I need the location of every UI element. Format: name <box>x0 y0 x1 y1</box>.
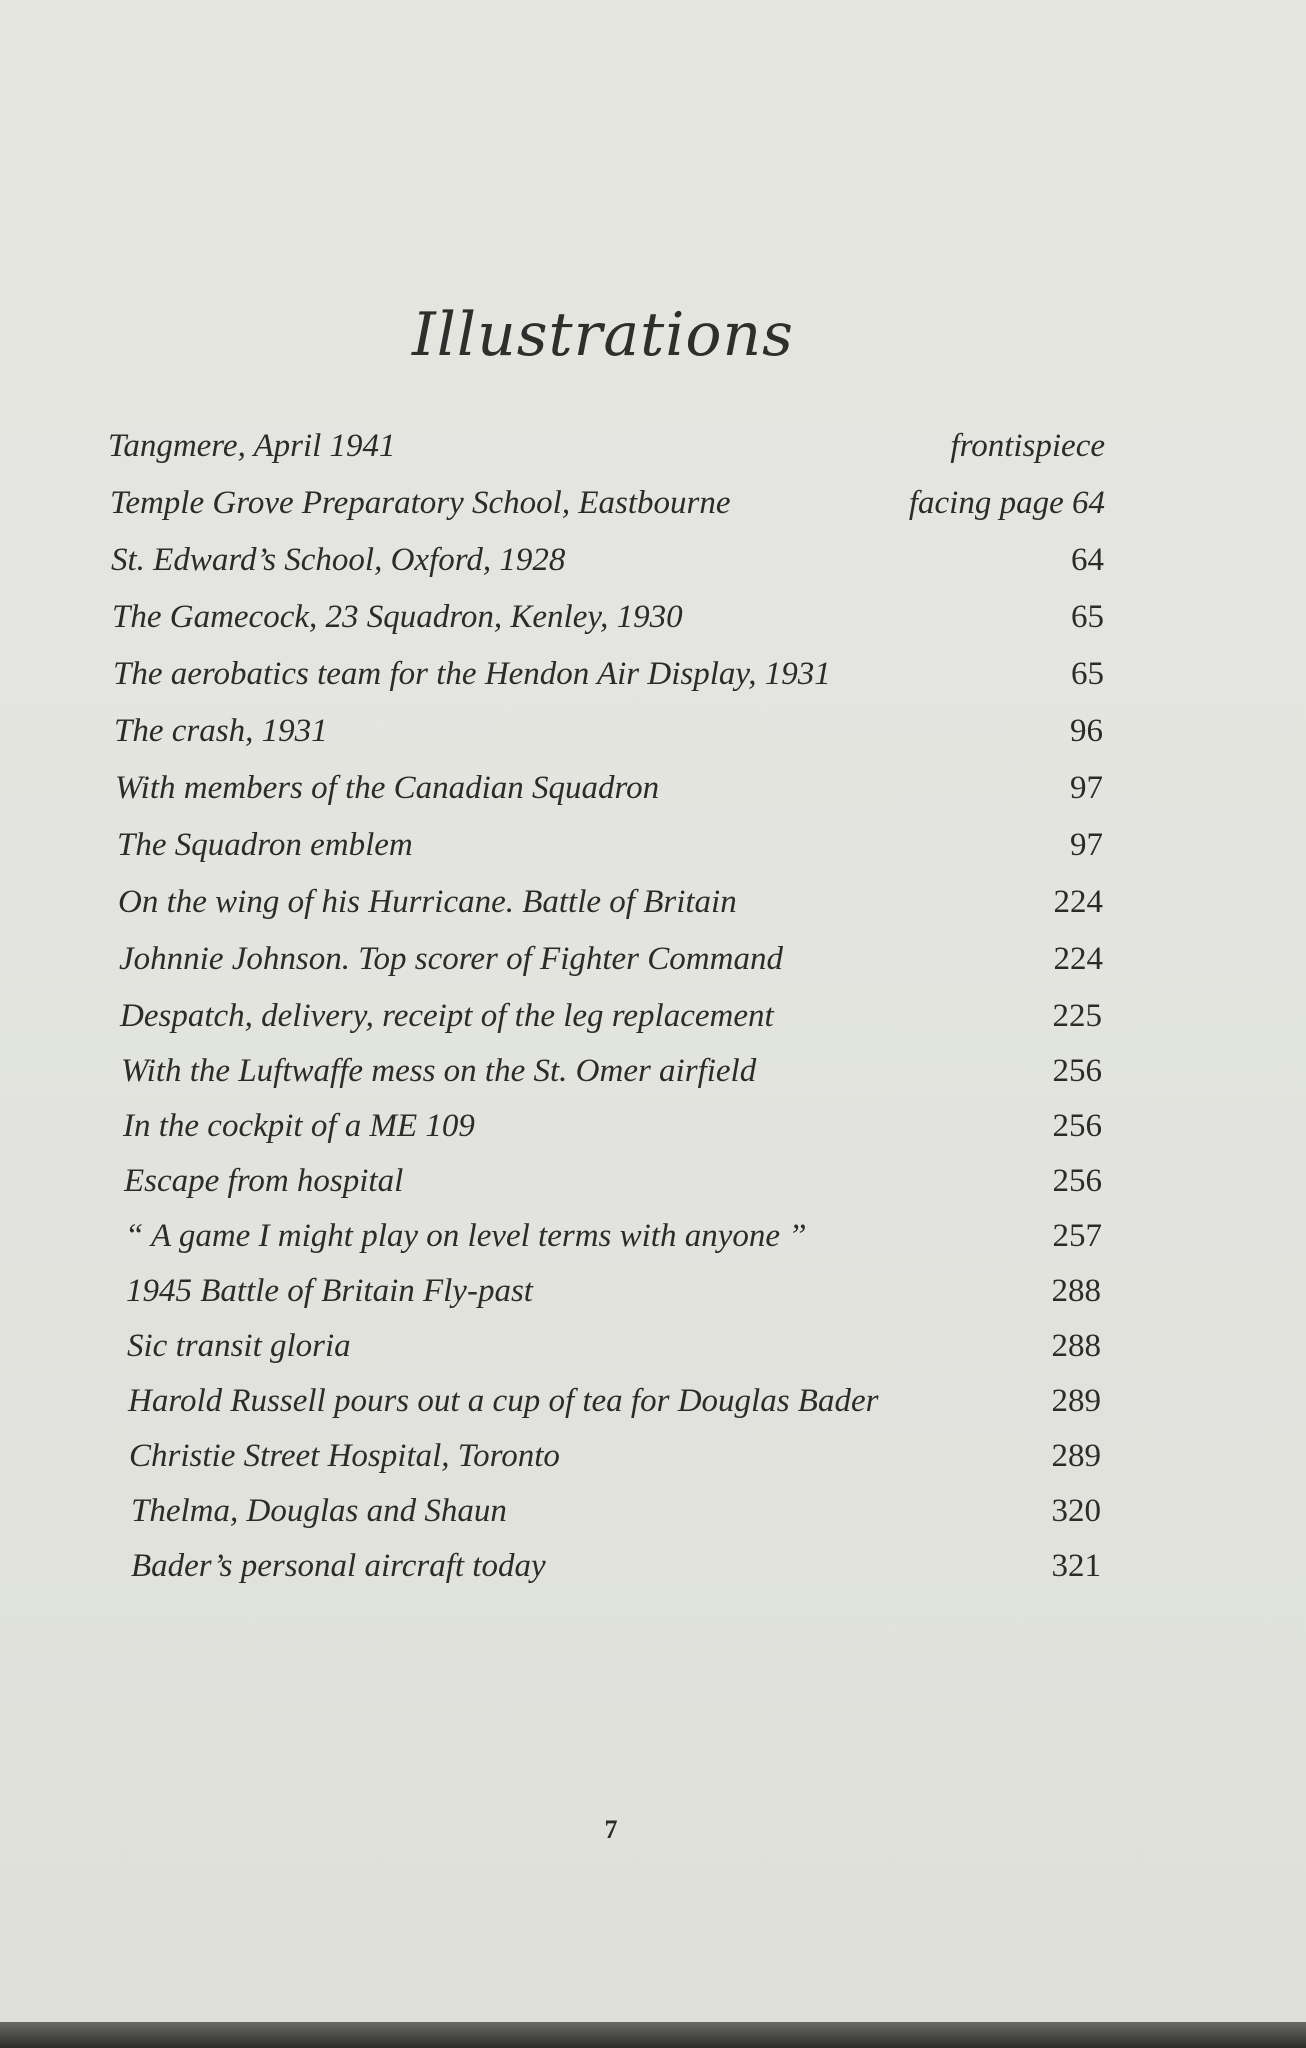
entry-caption: With members of the Canadian Squadron <box>115 770 660 806</box>
entry-caption: 1945 Battle of Britain Fly-past <box>126 1273 533 1309</box>
entry-page: 97 <box>1070 770 1103 806</box>
page-number: 7 <box>604 1815 618 1844</box>
list-item <box>115 770 1103 820</box>
entry-caption: In the cockpit of a ME 109 <box>123 1108 475 1144</box>
entry-caption: Johnnie Johnson. Top scorer of Fighter Command <box>119 941 783 977</box>
entry-caption: Escape from hospital <box>124 1163 404 1199</box>
page-edge-shadow <box>0 2022 1306 2048</box>
entry-page: facing page 64 <box>908 485 1105 521</box>
entry-caption: Sic transit gloria <box>127 1328 351 1364</box>
entry-caption: Christie Street Hospital, Toronto <box>129 1438 560 1474</box>
entry-caption: Thelma, Douglas and Shaun <box>131 1493 507 1529</box>
entry-page: 224 <box>1053 884 1103 920</box>
entry-page: 65 <box>1071 656 1104 692</box>
entry-page: 289 <box>1051 1438 1101 1474</box>
list-item <box>124 1163 1102 1213</box>
entry-caption: “ A game I might play on level terms with anyone ” <box>125 1218 807 1254</box>
entry-page: 320 <box>1051 1493 1101 1529</box>
entry-caption: Tangmere, April 1941 <box>108 428 396 464</box>
entry-page: 256 <box>1052 1163 1102 1199</box>
list-item <box>126 1273 1101 1323</box>
entry-caption: With the Luftwaffe mess on the St. Omer airfield <box>121 1053 757 1089</box>
entry-caption: Temple Grove Preparatory School, Eastbourne <box>110 485 731 521</box>
entry-caption: On the wing of his Hurricane. Battle of Britain <box>118 884 737 920</box>
entry-caption: St. Edward’s School, Oxford, 1928 <box>111 542 566 578</box>
list-item <box>129 1438 1101 1488</box>
list-item <box>118 884 1103 934</box>
entry-caption: The aerobatics team for the Hendon Air Display, 1931 <box>113 656 831 692</box>
entry-page: 96 <box>1070 713 1103 749</box>
entry-page: 225 <box>1052 998 1102 1034</box>
entry-page: 224 <box>1053 941 1103 977</box>
list-item <box>125 1218 1102 1268</box>
list-item <box>123 1108 1102 1158</box>
entry-caption: The Squadron emblem <box>117 827 413 863</box>
list-item <box>120 998 1102 1048</box>
entry-page: frontispiece <box>950 428 1105 464</box>
entry-caption: Bader’s personal aircraft today <box>131 1548 546 1584</box>
list-item <box>110 485 1105 535</box>
entry-page: 65 <box>1071 599 1104 635</box>
list-item <box>108 428 1105 478</box>
entry-caption: The Gamecock, 23 Squadron, Kenley, 1930 <box>112 599 683 635</box>
list-item <box>117 827 1103 877</box>
list-item <box>111 542 1104 592</box>
entry-page: 257 <box>1052 1218 1102 1254</box>
list-item <box>121 1053 1102 1103</box>
list-item <box>113 656 1104 706</box>
entry-page: 64 <box>1071 542 1104 578</box>
entry-page: 97 <box>1070 827 1103 863</box>
list-item <box>112 599 1104 649</box>
entry-page: 289 <box>1051 1383 1101 1419</box>
entry-page: 256 <box>1052 1053 1102 1089</box>
list-item <box>114 713 1103 763</box>
list-item <box>127 1328 1101 1378</box>
list-item <box>119 941 1103 991</box>
entry-caption: Harold Russell pours out a cup of tea for Douglas Bader <box>128 1383 879 1419</box>
list-item <box>131 1548 1101 1598</box>
entry-caption: Despatch, delivery, receipt of the leg replacement <box>120 998 774 1034</box>
entry-page: 288 <box>1051 1273 1101 1309</box>
page-title: Illustrations <box>412 300 794 370</box>
list-item <box>131 1493 1101 1543</box>
entry-page: 288 <box>1051 1328 1101 1364</box>
entry-page: 256 <box>1052 1108 1102 1144</box>
list-item <box>128 1383 1101 1433</box>
entry-caption: The crash, 1931 <box>114 713 328 749</box>
entry-page: 321 <box>1051 1548 1101 1584</box>
